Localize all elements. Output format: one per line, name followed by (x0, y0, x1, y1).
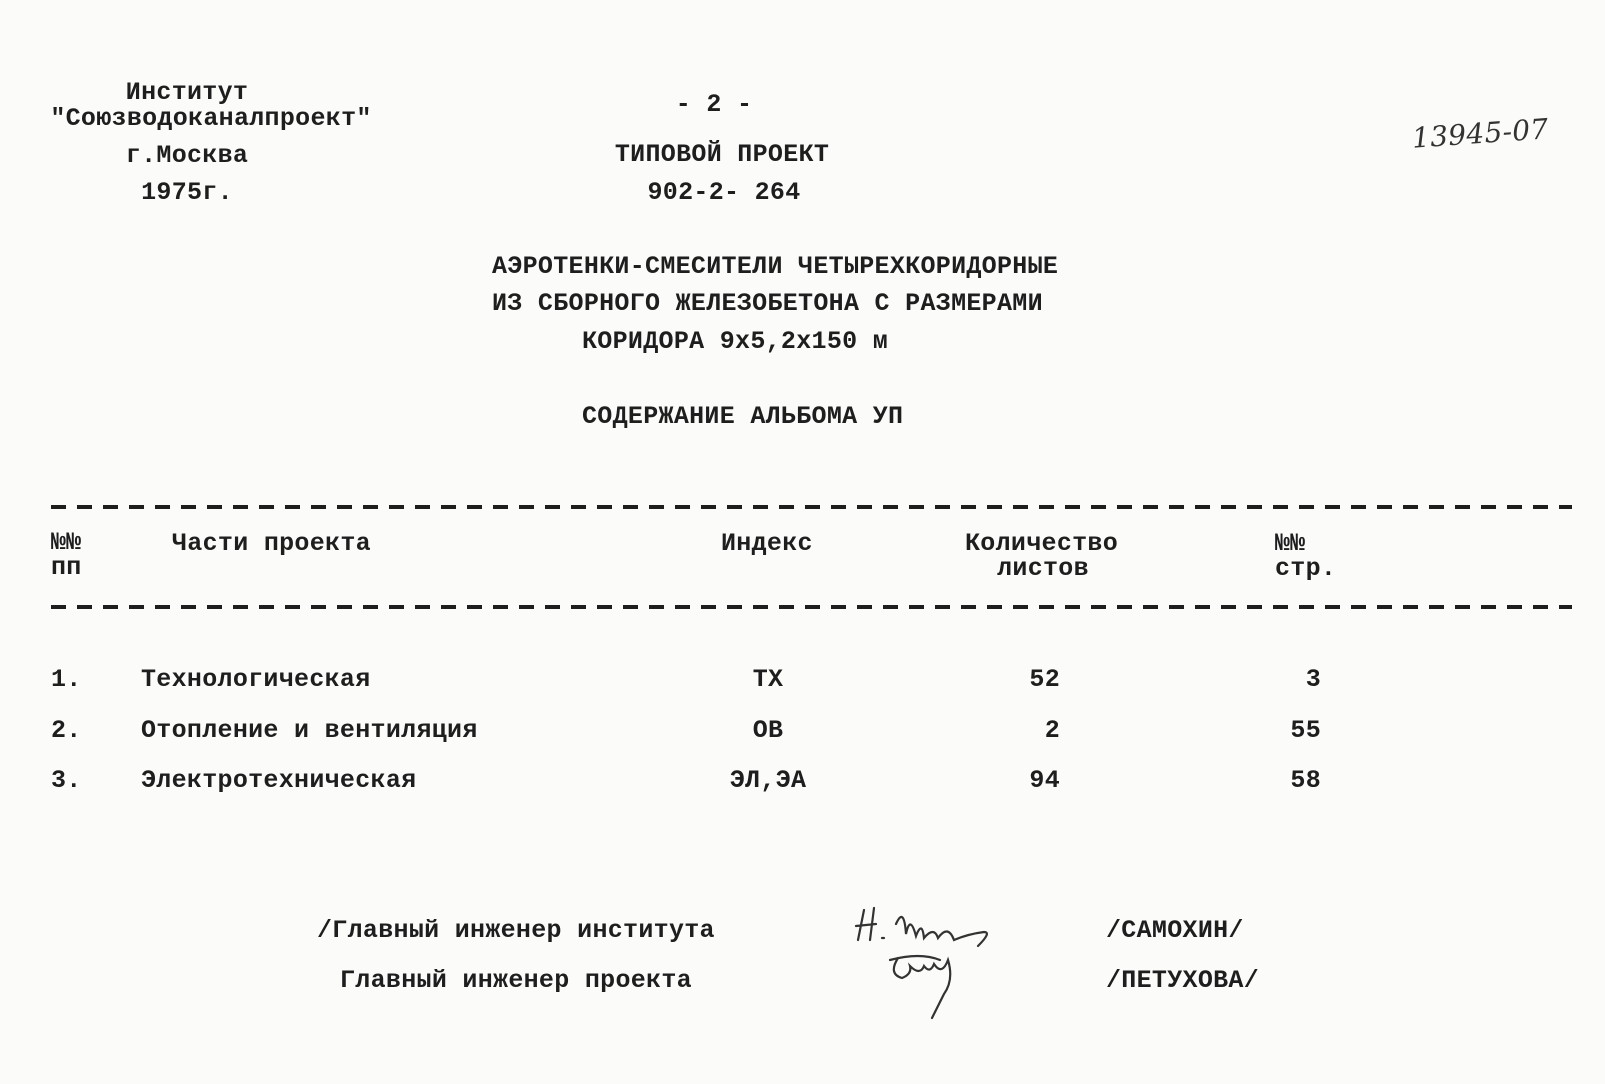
title-line-1: АЭРОТЕНКИ-СМЕСИТЕЛИ ЧЕТЫРЕХКОРИДОРНЫЕ (492, 252, 1059, 281)
row-part: Отопление и вентиляция (141, 716, 478, 745)
institute-city: г.Москва (125, 141, 249, 170)
row-count: 2 (1044, 716, 1060, 745)
row-page: 58 (1290, 766, 1321, 795)
chief-engineer-institute-name: /САМОХИН/ (1106, 916, 1244, 945)
project-code: 902-2- 264 (647, 178, 801, 207)
row-index: ОВ (752, 716, 784, 745)
institute-year: 1975г. (141, 178, 233, 207)
row-part: Технологическая (141, 665, 371, 694)
row-page: 3 (1305, 665, 1321, 694)
signature-petukhova (880, 950, 1000, 1040)
row-count: 52 (1029, 665, 1060, 694)
row-count: 94 (1029, 766, 1060, 795)
col-header-num-2: пп (51, 553, 82, 582)
table-header-divider (51, 605, 1572, 609)
row-part: Электротехническая (141, 766, 417, 795)
chief-engineer-project-role: Главный инженер проекта (340, 966, 692, 995)
chief-engineer-project-name: /ПЕТУХОВА/ (1106, 966, 1260, 995)
archive-number: 13945-07 (1410, 112, 1550, 155)
page-number: - 2 - (675, 90, 753, 119)
col-header-page-2: стр. (1275, 554, 1337, 583)
row-index: ЭЛ,ЭА (729, 766, 807, 795)
col-header-count-2: листов (997, 554, 1089, 583)
project-type: ТИПОВОЙ ПРОЕКТ (614, 140, 830, 169)
chief-engineer-institute-role: /Главный инженер института (317, 916, 715, 945)
institute-label: Институт (125, 78, 249, 107)
row-page: 55 (1290, 716, 1321, 745)
row-index: ТХ (752, 665, 784, 694)
col-header-page: №№ (1275, 529, 1306, 558)
contents-heading: СОДЕРЖАНИЕ АЛЬБОМА УП (582, 402, 904, 431)
table-top-divider (51, 505, 1572, 509)
row-num: 1. (51, 665, 82, 694)
title-line-3: КОРИДОРА 9х5,2х150 м (582, 327, 889, 356)
col-header-part: Части проекта (172, 529, 371, 558)
row-num: 2. (51, 716, 82, 745)
institute-name: "Союзводоканалпроект" (50, 104, 372, 133)
col-header-count: Количество (965, 529, 1119, 558)
row-num: 3. (51, 766, 82, 795)
col-header-num: №№ (51, 528, 82, 557)
title-line-2: ИЗ СБОРНОГО ЖЕЛЕЗОБЕТОНА С РАЗМЕРАМИ (492, 289, 1043, 318)
col-header-index: Индекс (721, 529, 813, 558)
